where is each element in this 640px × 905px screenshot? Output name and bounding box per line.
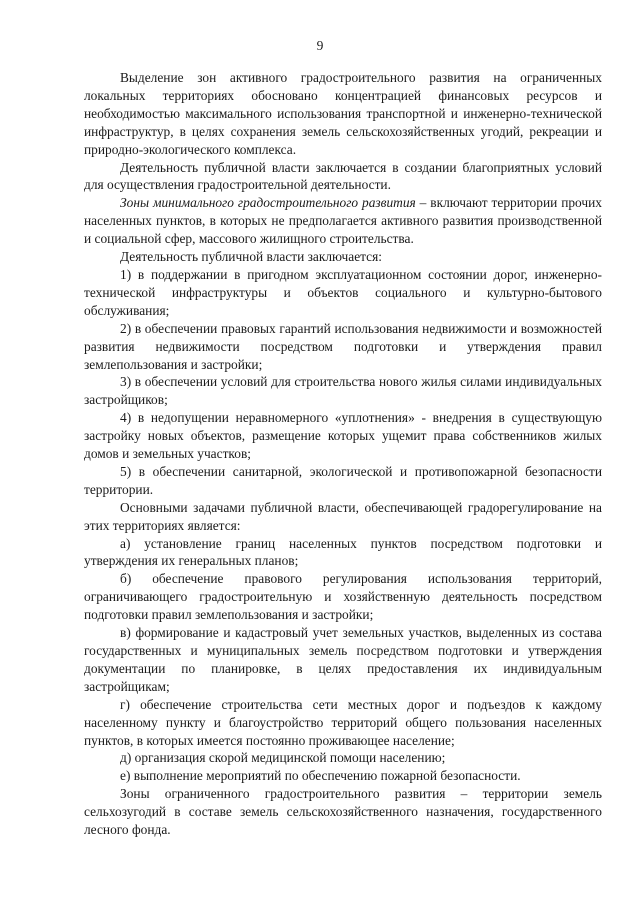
minimal-zones-term: Зоны минимального градостроительного развития <box>120 195 416 211</box>
paragraph-limited-zones: Зоны ограниченного градостроительного развития – территории земель сельхозугодий в составе земель сельскохозяйственного назначения, государственного лесного фонда. <box>84 786 602 838</box>
document-body <box>84 69 602 839</box>
list-item-b: б) обеспечение правового регулирования использования территорий, ограничивающего градостроительную и хозяйственную деятельность посредством подготовки правил землепользования и застройки; <box>84 571 602 623</box>
paragraph-active-zones: Выделение зон активного градостроительного развития на ограниченных локальных территориях обосновано концентрацией финансовых ресурсов и необходимостью максимального использования транспортной и инженерно-технической инфраструктур, в целях сохранения земель сельскохозяйственных угодий, рекреации и природно-экологического комплекса. <box>84 70 602 157</box>
list-item-d: д) организация скорой медицинской помощи населению; <box>120 750 446 766</box>
list-item-e: е) выполнение мероприятий по обеспечению пожарной безопасности. <box>120 768 521 784</box>
list-item-v: в) формирование и кадастровый учет земельных участков, выделенных из состава государственных и муниципальных земель посредством подготовки и утверждения документации по планировке, в целях предоставления их индивидуальным застройщикам; <box>84 625 602 694</box>
list-item-a: а) установление границ населенных пунктов посредством подготовки и утверждения их генеральных планов; <box>84 535 602 569</box>
list-item-4: 4) в недопущении неравномерного «уплотнения» - внедрения в существующую застройку новых объектов, размещение которых ущемит права собственников жилых домов и земельных участков; <box>84 410 602 462</box>
paragraph-main-tasks-intro: Основными задачами публичной власти, обеспечивающей градорегулирование на этих территориях является: <box>84 499 602 533</box>
paragraph-authority-activities-intro: Деятельность публичной власти заключается: <box>120 249 383 265</box>
page-number: 9 <box>316 38 324 53</box>
paragraph-public-authority-role: Деятельность публичной власти заключается в создании благоприятных условий для осуществления градостроительной деятельности. <box>84 159 602 193</box>
list-item-2: 2) в обеспечении правовых гарантий использования недвижимости и возможностей развития недвижимости посредством подготовки и утверждения правил землепользования и застройки; <box>84 320 602 372</box>
paragraph-minimal-zones <box>84 194 602 248</box>
list-item-g: г) обеспечение строительства сети местных дорог и подъездов к каждому населенному пункту и благоустройство территорий общего пользования населенных пунктов, в которых имеется постоянно проживающее население; <box>84 696 602 748</box>
list-item-1: 1) в поддержании в пригодном эксплуатационном состоянии дорог, инженерно-технической инфраструктуры и объектов социального и культурно-бытового обслуживания; <box>84 266 602 318</box>
minimal-zones-definition: – включают территории прочих населенных пунктов, в которых не предполагается активного развития производственной и социальной сфер, массового жилищного строительства. <box>84 195 602 247</box>
list-item-5: 5) в обеспечении санитарной, экологической и противопожарной безопасности территории. <box>84 463 602 497</box>
list-item-3: 3) в обеспечении условий для строительства нового жилья силами индивидуальных застройщиков; <box>84 374 602 408</box>
